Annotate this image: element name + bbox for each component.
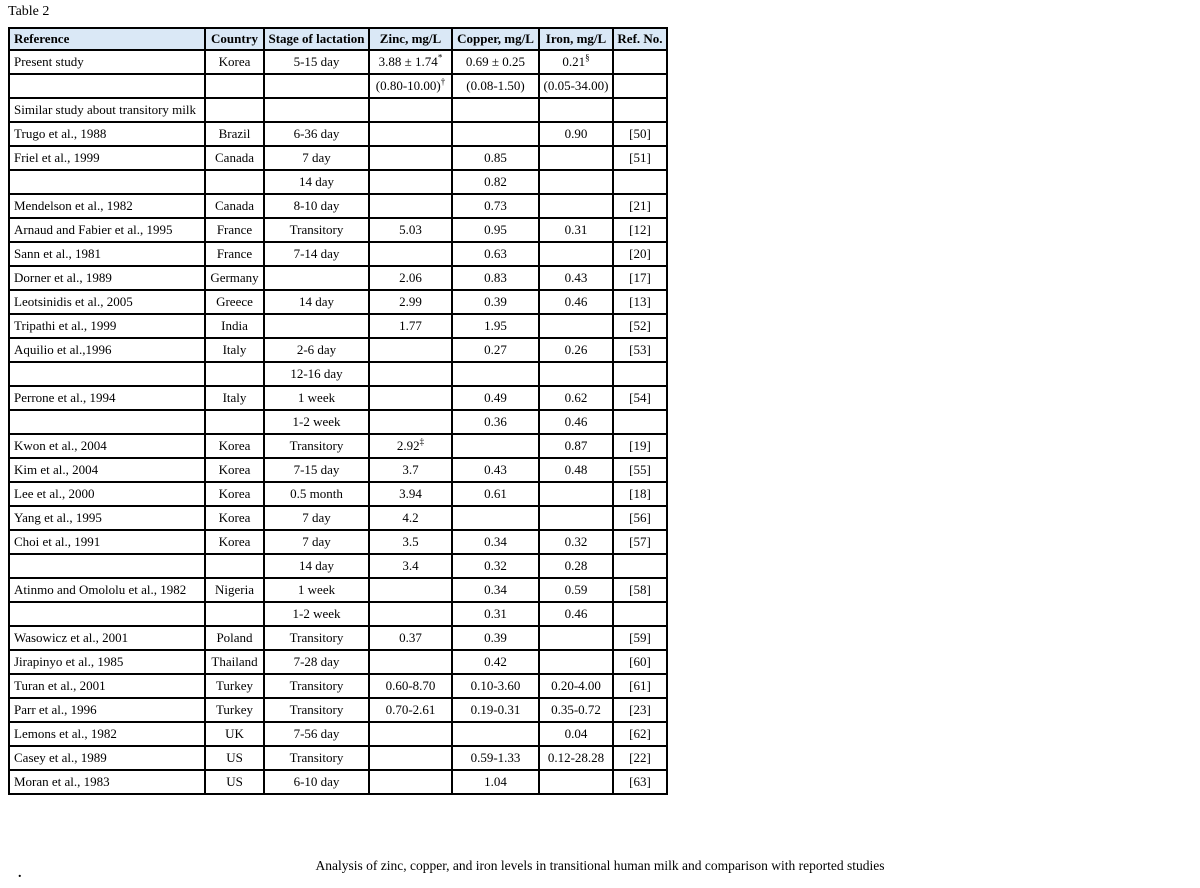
cell-reference: Dorner et al., 1989	[9, 266, 205, 290]
cell-country: Brazil	[205, 122, 264, 146]
cell-iron: 0.46	[539, 410, 613, 434]
cell-stage: 2-6 day	[264, 338, 369, 362]
cell-zinc	[369, 146, 452, 170]
cell-zinc	[369, 122, 452, 146]
cell-iron: 0.48	[539, 458, 613, 482]
cell-stage: 7-15 day	[264, 458, 369, 482]
table-row	[9, 386, 667, 410]
cell-reference: Atinmo and Omololu et al., 1982	[9, 578, 205, 602]
cell-stage: 14 day	[264, 170, 369, 194]
table-row	[9, 530, 667, 554]
cell-copper: (0.08-1.50)	[452, 74, 539, 98]
cell-reference: Casey et al., 1989	[9, 746, 205, 770]
cell-stage: 6-36 day	[264, 122, 369, 146]
cell-copper: 0.73	[452, 194, 539, 218]
cell-stage: 12-16 day	[264, 362, 369, 386]
cell-reference: Parr et al., 1996	[9, 698, 205, 722]
cell-zinc: (0.80-10.00)†	[369, 74, 452, 98]
footnote-marker: §	[585, 52, 590, 63]
table-row	[9, 314, 667, 338]
cell-country: Korea	[205, 530, 264, 554]
cell-zinc: 0.60-8.70	[369, 674, 452, 698]
cell-copper: 0.39	[452, 626, 539, 650]
cell-country: Greece	[205, 290, 264, 314]
cell-copper: 0.34	[452, 530, 539, 554]
cell-copper: 0.83	[452, 266, 539, 290]
cell-country: Italy	[205, 386, 264, 410]
table-row	[9, 362, 667, 386]
cell-country: France	[205, 218, 264, 242]
cell-stage: 1-2 week	[264, 602, 369, 626]
cell-refno: [54]	[613, 386, 667, 410]
cell-country: Korea	[205, 506, 264, 530]
cell-reference: Kim et al., 2004	[9, 458, 205, 482]
cell-stage: 1 week	[264, 578, 369, 602]
cell-zinc	[369, 386, 452, 410]
cell-copper: 0.31	[452, 602, 539, 626]
table-row	[9, 290, 667, 314]
column-header-reference: Reference	[9, 28, 205, 50]
cell-stage: 1-2 week	[264, 410, 369, 434]
cell-stage: 0.5 month	[264, 482, 369, 506]
cell-copper: 0.34	[452, 578, 539, 602]
cell-iron: 0.26	[539, 338, 613, 362]
cell-iron: 0.35-0.72	[539, 698, 613, 722]
column-header-refno: Ref. No.	[613, 28, 667, 50]
cell-stage: 7-14 day	[264, 242, 369, 266]
table-row	[9, 170, 667, 194]
cell-iron: 0.31	[539, 218, 613, 242]
column-header-country: Country	[205, 28, 264, 50]
cell-reference: Leotsinidis et al., 2005	[9, 290, 205, 314]
cell-country	[205, 170, 264, 194]
cell-iron: 0.32	[539, 530, 613, 554]
cell-iron: 0.87	[539, 434, 613, 458]
cell-copper	[452, 122, 539, 146]
cell-stage: 5-15 day	[264, 50, 369, 74]
table-row	[9, 434, 667, 458]
column-header-zinc: Zinc, mg/L	[369, 28, 452, 50]
cell-zinc: 1.77	[369, 314, 452, 338]
cell-refno: [20]	[613, 242, 667, 266]
cell-stage: Transitory	[264, 626, 369, 650]
cell-copper: 0.61	[452, 482, 539, 506]
cell-copper	[452, 506, 539, 530]
cell-country: India	[205, 314, 264, 338]
cell-reference: Similar study about transitory milk	[9, 98, 205, 122]
cell-country: Canada	[205, 146, 264, 170]
cell-refno	[613, 602, 667, 626]
cell-refno: [59]	[613, 626, 667, 650]
cell-reference	[9, 170, 205, 194]
table-row	[9, 242, 667, 266]
cell-copper: 0.39	[452, 290, 539, 314]
cell-zinc	[369, 170, 452, 194]
cell-refno: [53]	[613, 338, 667, 362]
table-row	[9, 194, 667, 218]
cell-country: France	[205, 242, 264, 266]
cell-reference: Friel et al., 1999	[9, 146, 205, 170]
cell-reference: Turan et al., 2001	[9, 674, 205, 698]
cell-country: US	[205, 770, 264, 794]
table-row	[9, 698, 667, 722]
cell-refno	[613, 410, 667, 434]
cell-iron	[539, 98, 613, 122]
cell-refno	[613, 554, 667, 578]
table-row	[9, 98, 667, 122]
cell-stage: Transitory	[264, 218, 369, 242]
table-row	[9, 50, 667, 74]
cell-zinc	[369, 242, 452, 266]
table-row	[9, 650, 667, 674]
cell-copper: 0.10-3.60	[452, 674, 539, 698]
cell-iron	[539, 242, 613, 266]
table-row	[9, 770, 667, 794]
table-row	[9, 554, 667, 578]
cell-iron	[539, 650, 613, 674]
data-table	[8, 27, 668, 795]
cell-copper	[452, 722, 539, 746]
cell-zinc	[369, 98, 452, 122]
cell-iron: 0.90	[539, 122, 613, 146]
table-row	[9, 482, 667, 506]
cell-iron: 0.46	[539, 602, 613, 626]
cell-refno: [52]	[613, 314, 667, 338]
cell-zinc: 2.92‡	[369, 434, 452, 458]
table-row	[9, 338, 667, 362]
cell-refno: [12]	[613, 218, 667, 242]
table-row	[9, 122, 667, 146]
cell-refno: [13]	[613, 290, 667, 314]
cell-zinc	[369, 338, 452, 362]
cell-iron: 0.46	[539, 290, 613, 314]
cell-country: UK	[205, 722, 264, 746]
cell-stage: Transitory	[264, 698, 369, 722]
cell-refno: [55]	[613, 458, 667, 482]
cell-reference	[9, 602, 205, 626]
cell-refno: [17]	[613, 266, 667, 290]
cell-refno	[613, 50, 667, 74]
cell-country	[205, 362, 264, 386]
table-row	[9, 746, 667, 770]
cell-copper: 0.63	[452, 242, 539, 266]
table-row	[9, 626, 667, 650]
table-row	[9, 146, 667, 170]
cell-zinc	[369, 362, 452, 386]
cell-copper: 0.85	[452, 146, 539, 170]
table-caption: Analysis of zinc, copper, and iron levels in transitional human milk and comparison with reported studies	[315, 858, 885, 873]
cell-iron: 0.43	[539, 266, 613, 290]
cell-refno: [18]	[613, 482, 667, 506]
cell-iron: 0.21§	[539, 50, 613, 74]
cell-country: Poland	[205, 626, 264, 650]
cell-country: Korea	[205, 458, 264, 482]
cell-country	[205, 602, 264, 626]
cell-country: Thailand	[205, 650, 264, 674]
cell-refno: [63]	[613, 770, 667, 794]
cell-zinc: 3.7	[369, 458, 452, 482]
cell-stage: 7 day	[264, 146, 369, 170]
cell-country: Italy	[205, 338, 264, 362]
table-row	[9, 722, 667, 746]
cell-stage: Transitory	[264, 674, 369, 698]
cell-country: Canada	[205, 194, 264, 218]
cell-country: US	[205, 746, 264, 770]
cell-reference: Sann et al., 1981	[9, 242, 205, 266]
footnote-marker: †	[440, 76, 446, 87]
cell-stage: Transitory	[264, 746, 369, 770]
cell-country	[205, 98, 264, 122]
cell-stage: 7 day	[264, 506, 369, 530]
cell-refno: [58]	[613, 578, 667, 602]
table-row	[9, 674, 667, 698]
cell-reference: Perrone et al., 1994	[9, 386, 205, 410]
cell-copper: 0.59-1.33	[452, 746, 539, 770]
cell-iron	[539, 194, 613, 218]
cell-iron	[539, 770, 613, 794]
cell-zinc: 0.37	[369, 626, 452, 650]
cell-stage	[264, 74, 369, 98]
column-header-stage: Stage of lactation	[264, 28, 369, 50]
cell-stage: 7-28 day	[264, 650, 369, 674]
cell-iron: 0.28	[539, 554, 613, 578]
cell-reference: Jirapinyo et al., 1985	[9, 650, 205, 674]
cell-country: Germany	[205, 266, 264, 290]
cell-copper: 0.43	[452, 458, 539, 482]
footnote-marker: ‡	[419, 436, 425, 447]
cell-stage: 7 day	[264, 530, 369, 554]
cell-zinc: 0.70-2.61	[369, 698, 452, 722]
cell-stage: 14 day	[264, 554, 369, 578]
column-header-iron: Iron, mg/L	[539, 28, 613, 50]
cell-reference: Tripathi et al., 1999	[9, 314, 205, 338]
cell-reference: Arnaud and Fabier et al., 1995	[9, 218, 205, 242]
table-row	[9, 506, 667, 530]
cell-stage: 1 week	[264, 386, 369, 410]
cell-reference	[9, 362, 205, 386]
cell-iron	[539, 314, 613, 338]
cell-copper	[452, 362, 539, 386]
table-body	[9, 50, 667, 794]
table-row	[9, 266, 667, 290]
cell-iron: 0.20-4.00	[539, 674, 613, 698]
cell-country: Korea	[205, 482, 264, 506]
cell-country: Korea	[205, 50, 264, 74]
table-row	[9, 410, 667, 434]
cell-zinc	[369, 722, 452, 746]
cell-copper: 0.82	[452, 170, 539, 194]
cell-reference	[9, 410, 205, 434]
cell-iron: 0.12-28.28	[539, 746, 613, 770]
cell-refno: [62]	[613, 722, 667, 746]
cell-iron	[539, 506, 613, 530]
cell-copper: 1.04	[452, 770, 539, 794]
cell-reference: Choi et al., 1991	[9, 530, 205, 554]
cell-zinc	[369, 602, 452, 626]
table-row	[9, 578, 667, 602]
cell-copper: 0.42	[452, 650, 539, 674]
cell-zinc: 2.06	[369, 266, 452, 290]
cell-iron: 0.04	[539, 722, 613, 746]
table-row	[9, 602, 667, 626]
column-header-copper: Copper, mg/L	[452, 28, 539, 50]
cell-stage: 8-10 day	[264, 194, 369, 218]
cell-country	[205, 554, 264, 578]
cell-refno: [57]	[613, 530, 667, 554]
cell-stage: 6-10 day	[264, 770, 369, 794]
cell-country: Turkey	[205, 674, 264, 698]
table-label: Table 2	[8, 4, 50, 19]
cell-reference: Aquilio et al.,1996	[9, 338, 205, 362]
table-row	[9, 458, 667, 482]
cell-refno	[613, 362, 667, 386]
cell-zinc: 3.88 ± 1.74*	[369, 50, 452, 74]
cell-reference	[9, 74, 205, 98]
cell-copper: 0.36	[452, 410, 539, 434]
cell-country: Nigeria	[205, 578, 264, 602]
cell-stage	[264, 98, 369, 122]
cell-stage: Transitory	[264, 434, 369, 458]
cell-refno: [50]	[613, 122, 667, 146]
cell-reference: Wasowicz et al., 2001	[9, 626, 205, 650]
cell-copper: 0.32	[452, 554, 539, 578]
cell-refno	[613, 98, 667, 122]
cell-country	[205, 74, 264, 98]
cell-iron: 0.62	[539, 386, 613, 410]
cell-refno: [22]	[613, 746, 667, 770]
cell-refno: [60]	[613, 650, 667, 674]
cell-zinc	[369, 578, 452, 602]
cell-reference: Lee et al., 2000	[9, 482, 205, 506]
cell-stage: 7-56 day	[264, 722, 369, 746]
cell-copper: 0.27	[452, 338, 539, 362]
cell-refno	[613, 74, 667, 98]
cell-stage	[264, 266, 369, 290]
trailing-period: .	[18, 866, 22, 881]
cell-zinc: 3.4	[369, 554, 452, 578]
cell-country: Turkey	[205, 698, 264, 722]
cell-copper: 0.69 ± 0.25	[452, 50, 539, 74]
cell-country	[205, 410, 264, 434]
cell-iron	[539, 482, 613, 506]
cell-iron: (0.05-34.00)	[539, 74, 613, 98]
cell-copper: 0.95	[452, 218, 539, 242]
table-row	[9, 74, 667, 98]
cell-zinc: 2.99	[369, 290, 452, 314]
cell-refno: [23]	[613, 698, 667, 722]
cell-reference: Kwon et al., 2004	[9, 434, 205, 458]
cell-reference: Moran et al., 1983	[9, 770, 205, 794]
cell-reference: Present study	[9, 50, 205, 74]
cell-copper	[452, 98, 539, 122]
cell-iron	[539, 362, 613, 386]
cell-copper: 0.49	[452, 386, 539, 410]
cell-refno: [61]	[613, 674, 667, 698]
cell-zinc	[369, 194, 452, 218]
cell-copper: 0.19-0.31	[452, 698, 539, 722]
cell-iron	[539, 626, 613, 650]
cell-stage	[264, 314, 369, 338]
cell-zinc	[369, 410, 452, 434]
cell-reference: Lemons et al., 1982	[9, 722, 205, 746]
footnote-marker: *	[437, 52, 443, 63]
cell-iron: 0.59	[539, 578, 613, 602]
cell-refno: [51]	[613, 146, 667, 170]
cell-iron	[539, 146, 613, 170]
cell-zinc: 3.94	[369, 482, 452, 506]
cell-refno: [21]	[613, 194, 667, 218]
cell-refno: [19]	[613, 434, 667, 458]
cell-zinc	[369, 746, 452, 770]
cell-copper	[452, 434, 539, 458]
cell-zinc: 5.03	[369, 218, 452, 242]
cell-reference: Mendelson et al., 1982	[9, 194, 205, 218]
cell-reference	[9, 554, 205, 578]
cell-iron	[539, 170, 613, 194]
cell-refno	[613, 170, 667, 194]
cell-country: Korea	[205, 434, 264, 458]
cell-reference: Yang et al., 1995	[9, 506, 205, 530]
cell-zinc	[369, 650, 452, 674]
cell-stage: 14 day	[264, 290, 369, 314]
table-row	[9, 218, 667, 242]
cell-refno: [56]	[613, 506, 667, 530]
header-row	[9, 28, 667, 50]
cell-zinc: 4.2	[369, 506, 452, 530]
cell-zinc	[369, 770, 452, 794]
cell-zinc: 3.5	[369, 530, 452, 554]
cell-reference: Trugo et al., 1988	[9, 122, 205, 146]
cell-copper: 1.95	[452, 314, 539, 338]
